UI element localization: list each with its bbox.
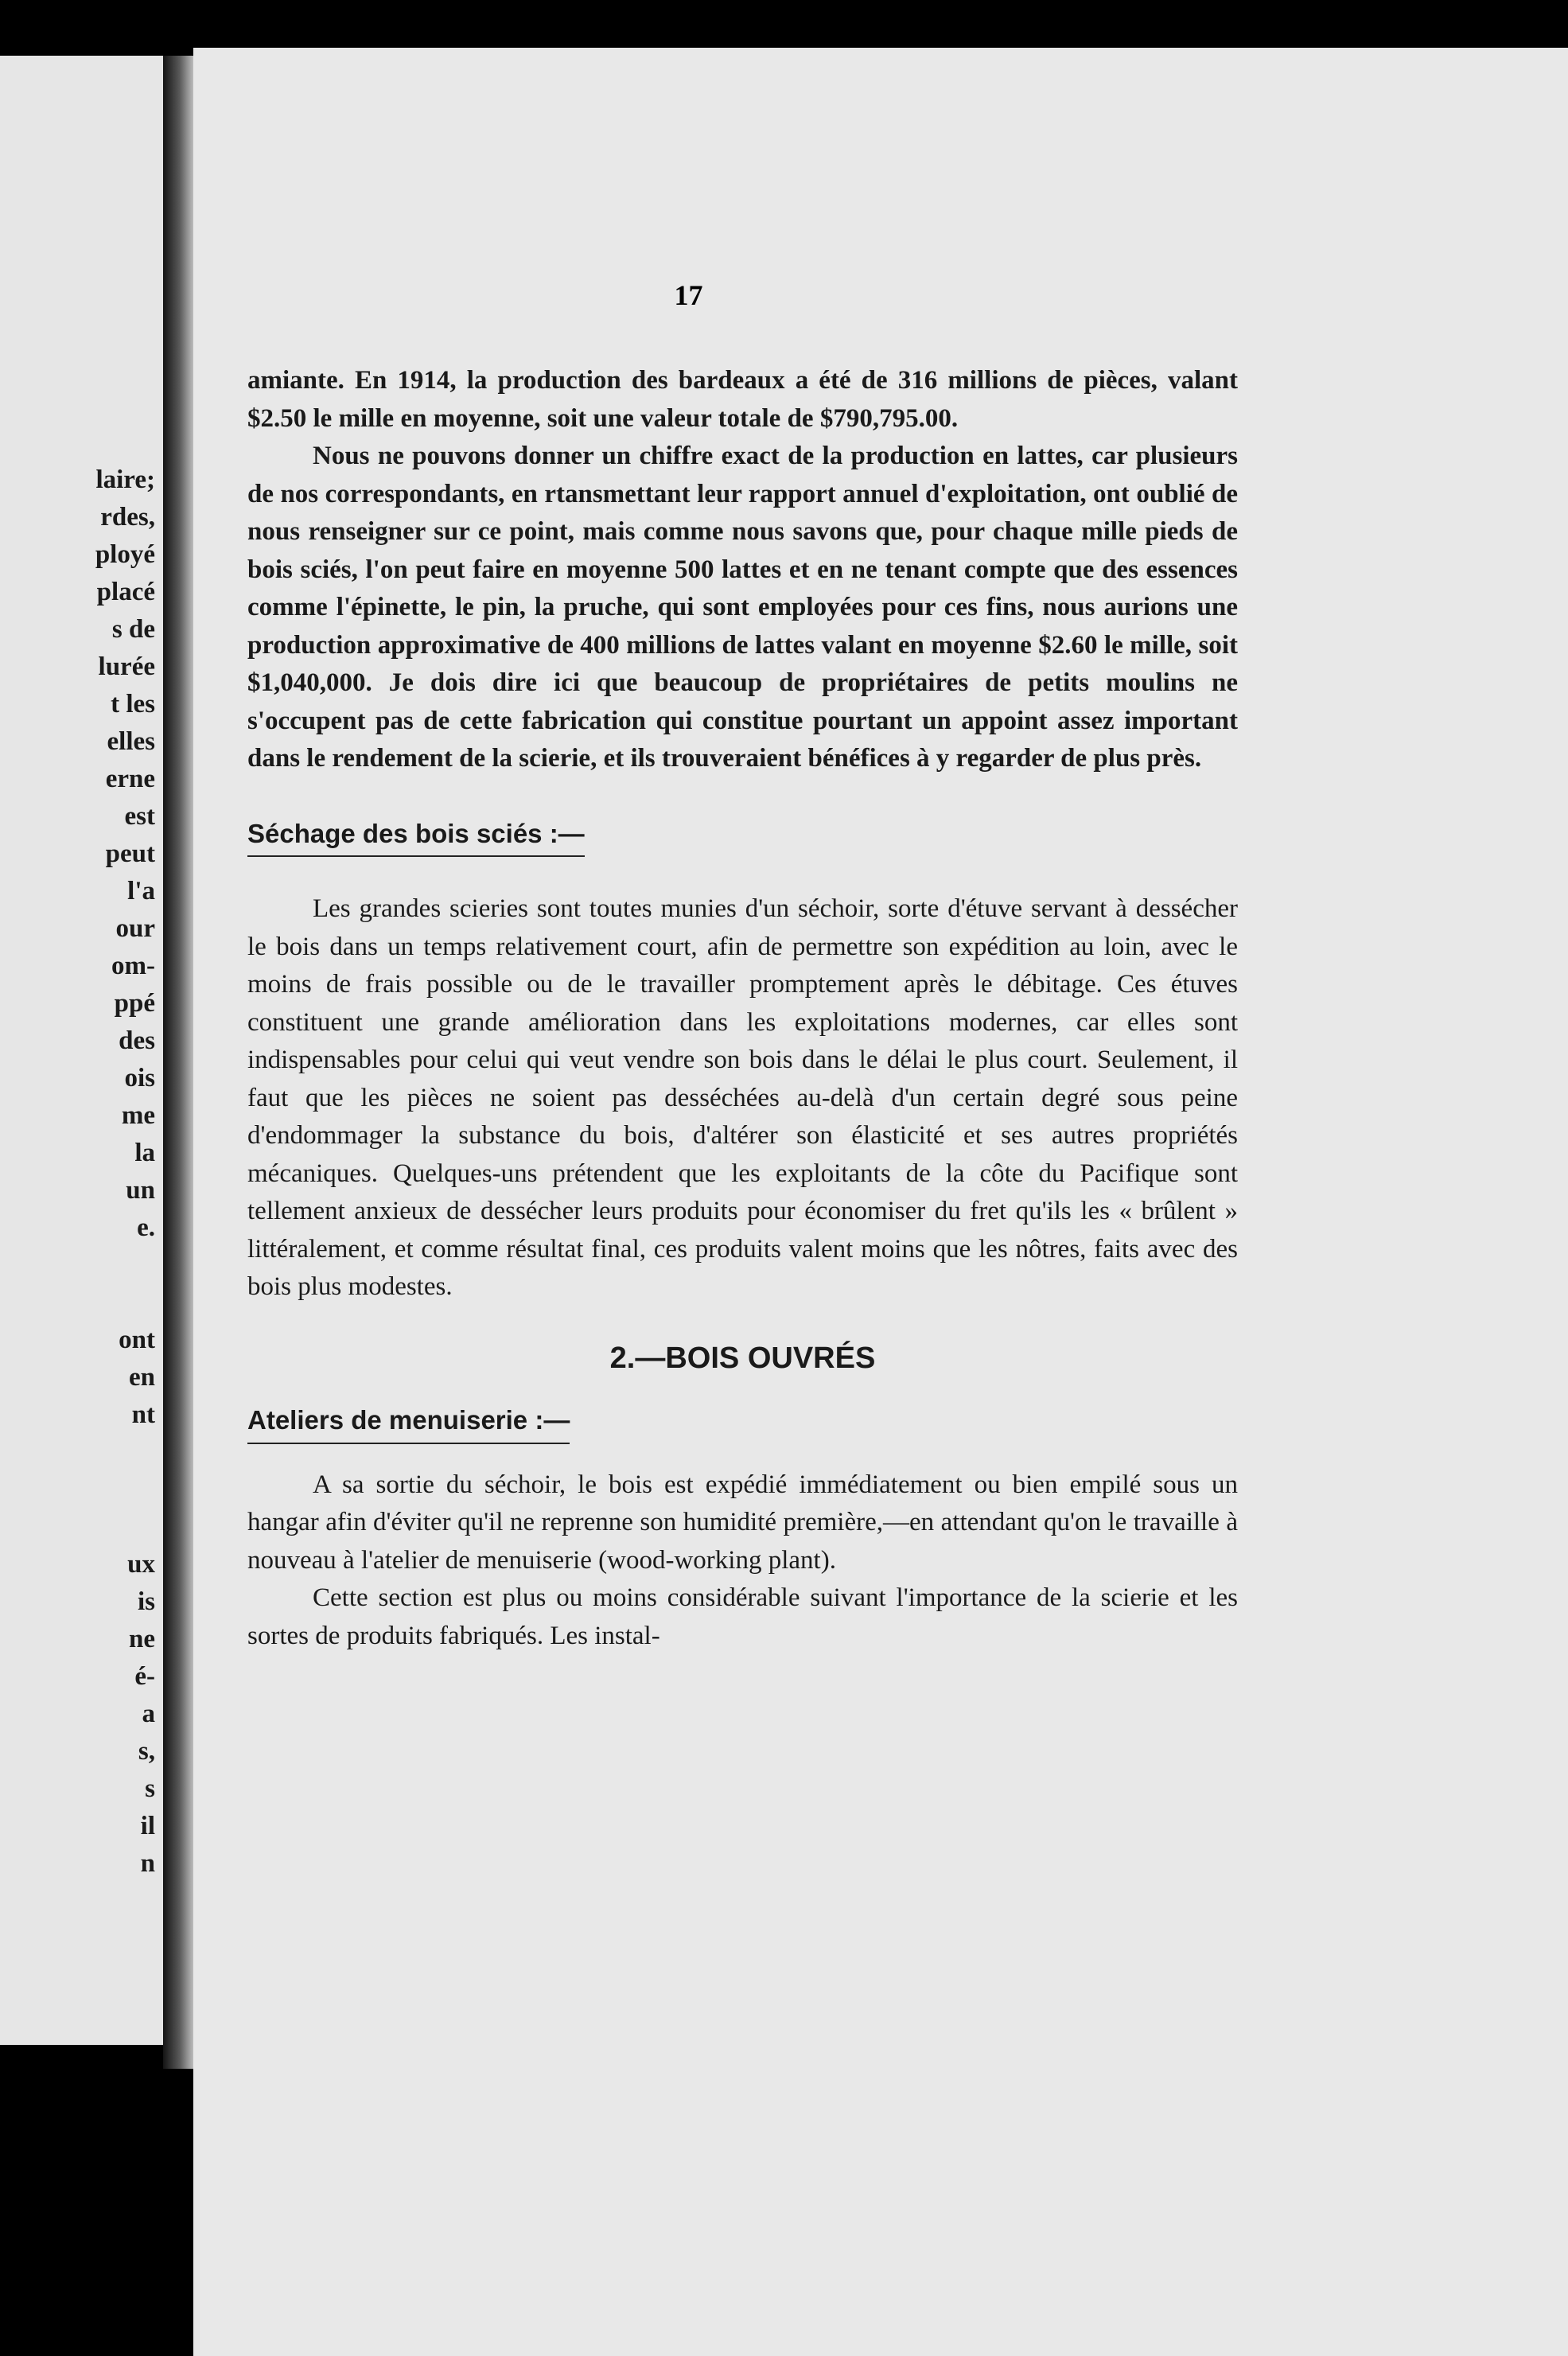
left-page-fragment: un <box>126 1176 155 1205</box>
left-page-fragment: ployé <box>95 540 155 569</box>
left-page-fragment: n <box>140 1849 155 1878</box>
left-page-fragment: é- <box>134 1662 155 1691</box>
heading-ateliers: Ateliers de menuiserie :— <box>247 1401 570 1444</box>
heading-ateliers-wrapper <box>247 1401 1238 1444</box>
left-page-fragment <box>0 1284 155 1322</box>
paragraph-1: amiante. En 1914, la production des bardeaux a été de 316 millions de pièces, valant $2.50 le mille en moyenne, soit une valeur totale de $790,795.00. <box>247 366 1238 433</box>
left-page-fragment: our <box>115 914 155 943</box>
left-page-fragment: placé <box>96 578 155 606</box>
left-page-fragment: e. <box>137 1213 155 1242</box>
right-page <box>193 48 1568 2356</box>
left-page-fragment: is <box>137 1587 155 1616</box>
paragraph-2: Nous ne pouvons donner un chiffre exact de la production en lattes, car plusieurs de nos correspondants, en rtansmettant leur rapport annuel d'exploitation, ont oublié de nous renseigner sur ce point, mais comme nous savons que, pour chaque mille pieds de bois sciés, l'on peut faire en moyenne 500 lattes et en ne tenant compte que des essences comme l'épinette, le pin, la pruche, qui sont employées pour ces fins, nous aurions une production approximative de 400 millions de lattes valant en moyenne $2.60 le mille, soit $1,040,000. Je dois dire ici que beaucoup de propriétaires de petits moulins ne s'occupent pas de cette fabrication qui constitue pourtant un appoint assez important dans le rendement de la scierie, et ils trouveraient bénéfices à y regarder de plus près. <box>247 442 1238 773</box>
left-page-fragment: nt <box>131 1400 155 1429</box>
left-page-fragment: elles <box>107 727 155 756</box>
heading-sechage-wrapper <box>247 815 1238 858</box>
paragraph-5: Cette section est plus ou moins considérable suivant l'importance de la scierie et les sortes de produits fabriqués. Les instal- <box>247 1583 1238 1650</box>
left-page-fragment: s <box>145 1774 155 1803</box>
left-page-fragment <box>0 1509 155 1546</box>
page-number: 17 <box>674 279 703 311</box>
left-page-fragment: peut <box>105 839 155 868</box>
left-page-fragment: ois <box>124 1064 155 1092</box>
left-page-fragment: rdes, <box>100 503 155 532</box>
left-page-fragment: la <box>134 1139 155 1167</box>
heading-sechage: Séchage des bois sciés :— <box>247 815 585 858</box>
left-page-fragment: laire; <box>95 465 155 494</box>
left-page-fragment: ont <box>119 1326 155 1354</box>
paragraph-3: Les grandes scieries sont toutes munies d'un séchoir, sorte d'étuve servant à dessécher le bois dans un temps relativement court, afin de permettre son expédition au loin, avec le moins de frais possible ou de le travailler promptement après le débitage. Ces étuves constituent une grande amélioration dans les exploitations modernes, car elles sont indispensables pour celui qui veut vendre son bois dans le délai le plus court. Seulement, il faut que les pièces ne soient pas desséchées au-delà d'un certain degré sous peine d'endommager la substance du bois, d'altérer son élasticité et ses autres propriétés mécaniques. Quelques-uns prétendent que les exploitants de la côte du Pacifique sont tellement anxieux de dessécher leurs produits pour économiser du fret qu'ils les « brûlent » littéralement, et comme résultat final, ces produits valent moins que les nôtres, faits avec des bois plus modestes. <box>247 894 1238 1301</box>
left-page-fragment: en <box>129 1363 155 1392</box>
section-title: 2.—BOIS OUVRÉS <box>609 1341 876 1375</box>
left-page-fragment: om- <box>111 952 155 980</box>
left-page-fragment: l'a <box>127 877 155 905</box>
left-page-fragment: s de <box>111 615 155 644</box>
left-page-fragment <box>0 1471 155 1509</box>
left-page-fragment: me <box>121 1101 155 1130</box>
left-page-text-fragments <box>0 461 155 1883</box>
left-page-fragment: a <box>142 1700 155 1728</box>
left-page-fragment: des <box>119 1026 155 1055</box>
left-page-fragment: il <box>140 1812 155 1840</box>
book-gutter <box>163 56 193 2069</box>
left-page-fragment <box>0 1247 155 1284</box>
body-text <box>247 362 1238 1655</box>
left-page-edge <box>0 56 163 2045</box>
left-page-fragment: ne <box>129 1625 155 1653</box>
left-page-fragment: ux <box>127 1550 155 1579</box>
left-page-fragment: t les <box>111 690 155 718</box>
left-page-fragment <box>0 1434 155 1471</box>
left-page-fragment: s, <box>138 1737 155 1766</box>
paragraph-4: A sa sortie du séchoir, le bois est expédié immédiatement ou bien empilé sous un hangar afin d'éviter qu'il ne reprenne son humidité première,—en attendant qu'on le travaille à nouveau à l'atelier de menuiserie (wood-working plant). <box>247 1470 1238 1575</box>
left-page-fragment: lurée <box>98 652 155 681</box>
left-page-fragment: erne <box>105 765 155 793</box>
left-page-fragment: ppé <box>114 989 155 1018</box>
left-page-fragment: est <box>124 802 155 831</box>
